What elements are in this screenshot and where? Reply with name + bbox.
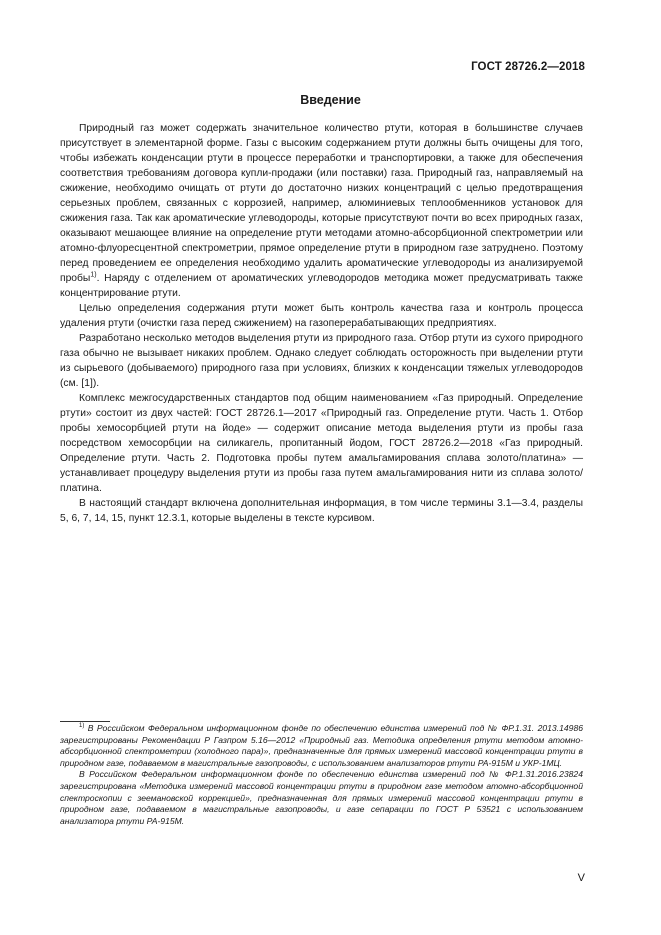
paragraph-4: Комплекс межгосударственных стандартов под общим наименованием «Газ природный. Определение ртути» состоит из двух частей: ГОСТ 28726.1—2017 «Природный газ. Определение ртути. Часть 1. Отбор пробы хемосорбцией ртути на йоде» — содержит описание метода выделения ртути из пробы газа посредством хемосорбции на силикагель, пропитанный йодом, ГОСТ 28726.2—2018 «Газ природный. Определение ртути. Часть 2. Подготовка пробы путем амальгамирования сплава золото/платина» — устанавливает процедуру выделения ртути из пробы газа путем амальгамирования нити из сплава золото/платина.: [60, 393, 583, 494]
paragraph-5: В настоящий стандарт включена дополнительная информация, в том числе термины 3.1—3.4, разделы 5, 6, 7, 14, 15, пункт 12.3.1, которые выделены в тексте курсивом.: [60, 498, 583, 524]
footnote-ref[interactable]: 1): [90, 271, 97, 279]
paragraph-2: Целью определения содержания ртути может быть контроль качества газа и контроль процесса удаления ртути (очистки газа перед сжижением) на газоперерабатывающих предприятиях.: [60, 303, 583, 329]
body-text: [60, 121, 583, 526]
document-code: ГОСТ 28726.2—2018: [471, 61, 585, 73]
footnote-1: $^{1)}$ В Российском Федеральном информационном фонде по обеспечению единства измерений под № ФР.1.31. 2013.14986 зарегистрированы Рекомендации Р Газпром 5.16—2012 «Природный газ. Методика определения ртути методом атомно-абсорбционной спектрометрии (холодного пара)», предназначенные для прямых измерений массовой концентрации ртути в природном газе, подаваемом в магистральные газопроводы, с использованием анализаторов ртути РА-915М и УКР-1МЦ.: [60, 723, 583, 768]
page-number: V: [577, 872, 585, 884]
section-title: Введение: [300, 93, 361, 107]
footnotes: [60, 723, 583, 827]
paragraph-1: Природный газ может содержать значительное количество ртути, которая в большинстве случаев присутствует в элементарной форме. Газы с высоким содержанием ртути должны быть очищены для того, чтобы избежать конденсации ртути в процессе переработки и транспортировки, а также для обеспечения соответствия требованиям договора купли-продажи (или поставки) газа. Природный газ, направляемый на сжижение, необходимо очищать от ртути до достаточно низких концентраций с целью предотвращения серьезных проблем, связанных с коррозией, например, алюминиевых теплообменников установок для сжижения газа. Так как ароматические углеводороды, которые присутствуют почти во всех природных газах, оказывают мешающее влияние на определение ртути методами атомно-абсорбционной спектрометрии или атомно-флуоресцентной спектрометрии, прямое определение ртути в природном газе затруднено. Поэтому перед проведением ее определения необходимо удалить ароматические углеводороды из анализируемой пробы$^{1)}$. Наряду с отделением от ароматических углеводородов методика может предусматривать также концентрирование ртути.: [60, 123, 583, 299]
footnote-2: В Российском Федеральном информационном фонде по обеспечению единства измерений под № ФР.1.31.2016.23824 зарегистрирована «Методика измерений массовой концентрации ртути в природном газе методом атомно-абсорбционной спектроскопии с зеемановской коррекцией», предназначенная для прямых измерений массовой концентрации ртути в природном газе, подаваемом в магистральные газопроводы, и газе сепарации по ГОСТ Р 53521 с использованием анализатора ртути РА-915М.: [60, 769, 583, 826]
paragraph-3: Разработано несколько методов выделения ртути из природного газа. Отбор ртути из сухого природного газа обычно не вызывает никаких проблем. Однако следует соблюдать осторожность при выделении ртути из сырьевого (добываемого) природного газа при условиях, близких к конденсации тяжелых углеводородов (см. [1]).: [60, 333, 583, 389]
footnote-mark: 1): [79, 723, 85, 730]
footnote-divider: [60, 721, 110, 722]
